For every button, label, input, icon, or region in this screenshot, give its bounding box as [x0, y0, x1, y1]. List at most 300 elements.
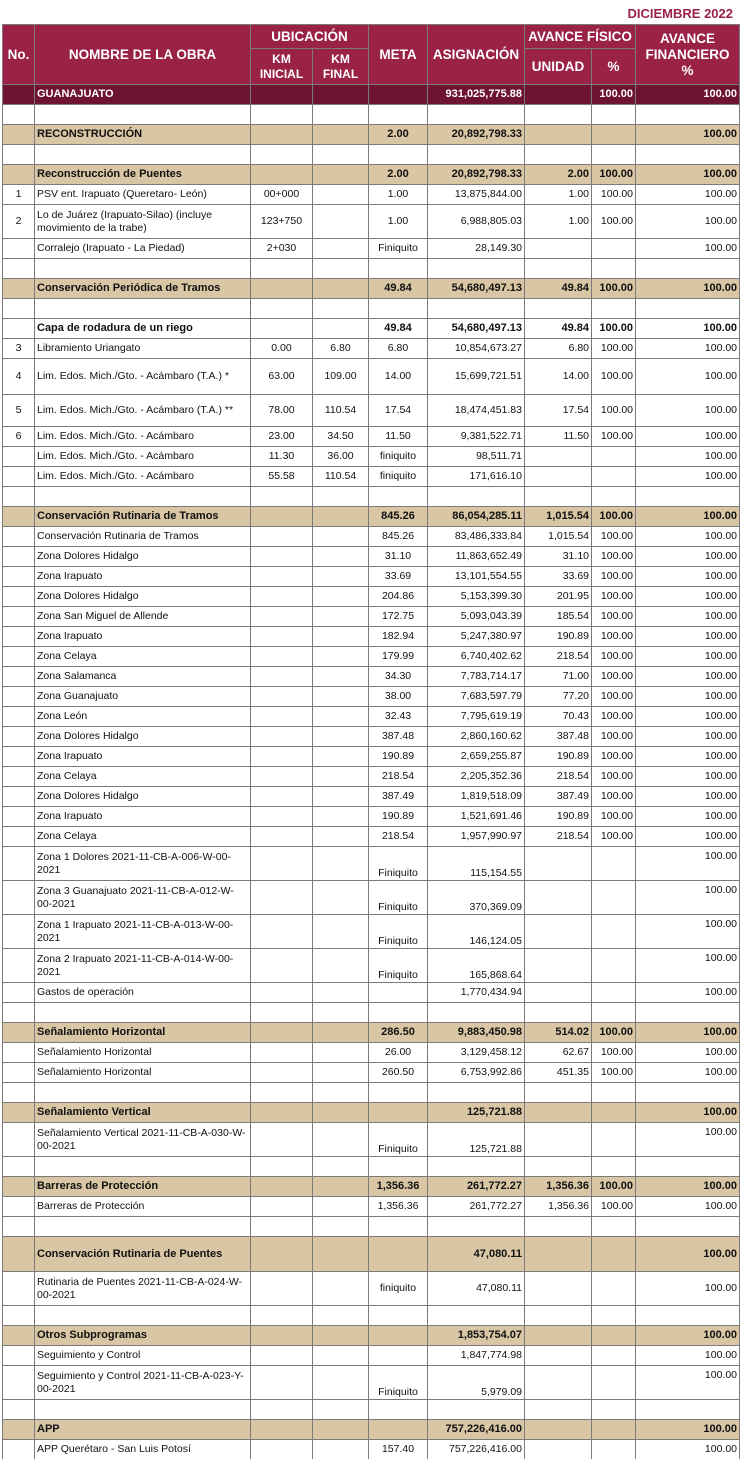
cell-asignacion — [428, 299, 525, 319]
cell-meta — [369, 1217, 428, 1237]
cell-name — [35, 1157, 251, 1177]
table-row — [3, 467, 740, 487]
cell-asignacion: 20,892,798.33 — [428, 165, 525, 185]
cell-avance-financiero: 100.00 — [636, 447, 740, 467]
cell-unidad: 31.10 — [525, 547, 592, 567]
cell-asignacion: 1,847,774.98 — [428, 1346, 525, 1366]
cell-pct: 100.00 — [592, 667, 636, 687]
cell-meta: 218.54 — [369, 767, 428, 787]
cell-no — [3, 1197, 35, 1217]
cell-asignacion: 7,683,597.79 — [428, 687, 525, 707]
cell-asignacion: 2,860,160.62 — [428, 727, 525, 747]
cell-name: Señalamiento Horizontal — [35, 1023, 251, 1043]
cell-pct: 100.00 — [592, 319, 636, 339]
cell-name: Zona 1 Dolores 2021-11-CB-A-006-W-00-2021 — [35, 847, 251, 881]
cell-pct: 100.00 — [592, 767, 636, 787]
cell-km-final — [313, 487, 369, 507]
cell-km-inicial — [251, 1003, 313, 1023]
cell-km-inicial: 55.58 — [251, 467, 313, 487]
cell-km-final — [313, 727, 369, 747]
cell-pct — [592, 1083, 636, 1103]
cell-km-inicial — [251, 881, 313, 915]
cell-unidad: 17.54 — [525, 395, 592, 427]
cell-pct: 100.00 — [592, 205, 636, 239]
cell-asignacion: 261,772.27 — [428, 1177, 525, 1197]
cell-pct: 100.00 — [592, 507, 636, 527]
cell-name: Zona Celaya — [35, 647, 251, 667]
cell-avance-financiero: 100.00 — [636, 807, 740, 827]
cell-no — [3, 1063, 35, 1083]
cell-meta: 182.94 — [369, 627, 428, 647]
cell-name — [35, 1083, 251, 1103]
cell-asignacion: 165,868.64 — [428, 949, 525, 983]
cell-km-inicial — [251, 547, 313, 567]
cell-no — [3, 1346, 35, 1366]
cell-avance-financiero — [636, 1306, 740, 1326]
cell-meta: 845.26 — [369, 507, 428, 527]
cell-asignacion — [428, 1003, 525, 1023]
cell-unidad: 201.95 — [525, 587, 592, 607]
cell-km-final — [313, 807, 369, 827]
table-row — [3, 787, 740, 807]
cell-no — [3, 727, 35, 747]
cell-km-inicial — [251, 1157, 313, 1177]
cell-meta: 1,356.36 — [369, 1197, 428, 1217]
table-row — [3, 185, 740, 205]
cell-name: Zona Celaya — [35, 827, 251, 847]
section-row — [3, 125, 740, 145]
cell-km-final — [313, 881, 369, 915]
cell-km-final — [313, 607, 369, 627]
report-date: DICIEMBRE 2022 — [627, 6, 733, 21]
cell-km-final — [313, 767, 369, 787]
cell-unidad — [525, 1346, 592, 1366]
cell-km-inicial — [251, 1366, 313, 1400]
cell-meta: 2.00 — [369, 125, 428, 145]
cell-asignacion: 11,863,652.49 — [428, 547, 525, 567]
cell-name: Capa de rodadura de un riego — [35, 319, 251, 339]
cell-km-inicial — [251, 567, 313, 587]
cell-avance-financiero: 100.00 — [636, 1063, 740, 1083]
cell-avance-financiero: 100.00 — [636, 1023, 740, 1043]
cell-no — [3, 983, 35, 1003]
cell-pct: 100.00 — [592, 567, 636, 587]
cell-km-final — [313, 983, 369, 1003]
cell-no — [3, 787, 35, 807]
cell-pct — [592, 1420, 636, 1440]
cell-pct: 100.00 — [592, 587, 636, 607]
cell-no — [3, 707, 35, 727]
cell-km-inicial: 00+000 — [251, 185, 313, 205]
cell-avance-financiero: 100.00 — [636, 727, 740, 747]
cell-pct: 100.00 — [592, 1177, 636, 1197]
cell-no — [3, 1217, 35, 1237]
cell-avance-financiero: 100.00 — [636, 205, 740, 239]
cell-no — [3, 827, 35, 847]
cell-km-inicial — [251, 1346, 313, 1366]
cell-km-inicial — [251, 727, 313, 747]
cell-no — [3, 647, 35, 667]
cell-meta — [369, 1420, 428, 1440]
cell-name: Conservación Rutinaria de Puentes — [35, 1237, 251, 1272]
cell-pct — [592, 1217, 636, 1237]
cell-asignacion: 146,124.05 — [428, 915, 525, 949]
cell-unidad: 11.50 — [525, 427, 592, 447]
cell-unidad — [525, 983, 592, 1003]
cell-asignacion — [428, 105, 525, 125]
cell-no: 6 — [3, 427, 35, 447]
cell-unidad — [525, 1217, 592, 1237]
cell-meta — [369, 1083, 428, 1103]
cell-no — [3, 1306, 35, 1326]
cell-asignacion: 54,680,497.13 — [428, 279, 525, 299]
cell-asignacion: 2,659,255.87 — [428, 747, 525, 767]
cell-avance-financiero: 100.00 — [636, 1272, 740, 1306]
cell-km-final — [313, 627, 369, 647]
header-avance-financiero: AVANCE FINANCIERO % — [636, 25, 740, 85]
cell-unidad: 218.54 — [525, 647, 592, 667]
cell-unidad: 1,015.54 — [525, 507, 592, 527]
cell-no — [3, 319, 35, 339]
cell-unidad — [525, 259, 592, 279]
cell-unidad: 387.48 — [525, 727, 592, 747]
cell-pct: 100.00 — [592, 1023, 636, 1043]
cell-unidad: 14.00 — [525, 359, 592, 395]
cell-name: Zona 1 Irapuato 2021-11-CB-A-013-W-00-2021 — [35, 915, 251, 949]
cell-km-inicial — [251, 319, 313, 339]
cell-name: Gastos de operación — [35, 983, 251, 1003]
cell-unidad — [525, 1237, 592, 1272]
cell-km-final — [313, 1123, 369, 1157]
cell-asignacion: 5,093,043.39 — [428, 607, 525, 627]
cell-meta: 387.49 — [369, 787, 428, 807]
cell-avance-financiero — [636, 299, 740, 319]
cell-avance-financiero: 100.00 — [636, 1420, 740, 1440]
cell-avance-financiero: 100.00 — [636, 527, 740, 547]
cell-asignacion: 1,819,518.09 — [428, 787, 525, 807]
cell-pct: 100.00 — [592, 627, 636, 647]
cell-name: Rutinaria de Puentes 2021-11-CB-A-024-W-00-2021 — [35, 1272, 251, 1306]
table-row — [3, 707, 740, 727]
table-row — [3, 1440, 740, 1459]
cell-name: Zona Dolores Hidalgo — [35, 727, 251, 747]
cell-km-final — [313, 587, 369, 607]
cell-pct: 100.00 — [592, 727, 636, 747]
cell-km-inicial — [251, 847, 313, 881]
cell-meta: 33.69 — [369, 567, 428, 587]
cell-pct: 100.00 — [592, 85, 636, 105]
cell-name: Zona Dolores Hidalgo — [35, 587, 251, 607]
cell-unidad: 185.54 — [525, 607, 592, 627]
cell-avance-financiero — [636, 259, 740, 279]
cell-pct: 100.00 — [592, 279, 636, 299]
table-row — [3, 983, 740, 1003]
table-row — [3, 527, 740, 547]
cell-no — [3, 1366, 35, 1400]
cell-meta: Finiquito — [369, 239, 428, 259]
cell-avance-financiero: 100.00 — [636, 467, 740, 487]
cell-name: Zona Irapuato — [35, 627, 251, 647]
table-row — [3, 339, 740, 359]
cell-asignacion: 10,854,673.27 — [428, 339, 525, 359]
cell-avance-financiero: 100.00 — [636, 949, 740, 983]
cell-unidad: 77.20 — [525, 687, 592, 707]
cell-meta: 17.54 — [369, 395, 428, 427]
cell-meta: 49.84 — [369, 319, 428, 339]
section-row — [3, 1023, 740, 1043]
cell-unidad — [525, 847, 592, 881]
cell-meta: finiquito — [369, 1272, 428, 1306]
cell-km-inicial — [251, 1306, 313, 1326]
cell-km-final — [313, 527, 369, 547]
cell-km-inicial — [251, 1063, 313, 1083]
cell-meta — [369, 1103, 428, 1123]
cell-no — [3, 125, 35, 145]
cell-km-final — [313, 299, 369, 319]
cell-no — [3, 587, 35, 607]
spacer-row — [3, 1217, 740, 1237]
header-no: No. — [3, 25, 35, 85]
total-row — [3, 85, 740, 105]
cell-name — [35, 299, 251, 319]
cell-meta: 190.89 — [369, 807, 428, 827]
cell-km-final — [313, 185, 369, 205]
cell-unidad — [525, 949, 592, 983]
cell-km-final — [313, 827, 369, 847]
cell-meta — [369, 1400, 428, 1420]
cell-unidad — [525, 145, 592, 165]
cell-km-final — [313, 1197, 369, 1217]
cell-km-final — [313, 85, 369, 105]
cell-asignacion: 115,154.55 — [428, 847, 525, 881]
section-row — [3, 165, 740, 185]
cell-pct: 100.00 — [592, 787, 636, 807]
cell-meta: 6.80 — [369, 339, 428, 359]
cell-name — [35, 1217, 251, 1237]
cell-avance-financiero: 100.00 — [636, 647, 740, 667]
cell-km-final — [313, 747, 369, 767]
cell-no: 5 — [3, 395, 35, 427]
cell-asignacion — [428, 1157, 525, 1177]
cell-no — [3, 1177, 35, 1197]
cell-asignacion — [428, 487, 525, 507]
cell-unidad: 1.00 — [525, 185, 592, 205]
cell-meta: 204.86 — [369, 587, 428, 607]
cell-asignacion: 20,892,798.33 — [428, 125, 525, 145]
cell-asignacion: 18,474,451.83 — [428, 395, 525, 427]
cell-pct: 100.00 — [592, 707, 636, 727]
cell-meta: 38.00 — [369, 687, 428, 707]
cell-avance-financiero: 100.00 — [636, 1346, 740, 1366]
section-row — [3, 507, 740, 527]
cell-pct — [592, 1103, 636, 1123]
cell-meta: finiquito — [369, 467, 428, 487]
cell-avance-financiero: 100.00 — [636, 607, 740, 627]
cell-meta: Finiquito — [369, 1123, 428, 1157]
cell-pct — [592, 467, 636, 487]
cell-avance-financiero — [636, 1400, 740, 1420]
cell-km-inicial: 0.00 — [251, 339, 313, 359]
table-row — [3, 319, 740, 339]
cell-name: Reconstrucción de Puentes — [35, 165, 251, 185]
cell-name: Zona Irapuato — [35, 567, 251, 587]
header-meta: META — [369, 25, 428, 85]
cell-no — [3, 547, 35, 567]
table-row — [3, 727, 740, 747]
cell-meta — [369, 259, 428, 279]
cell-km-inicial — [251, 687, 313, 707]
cell-name: Zona Salamanca — [35, 667, 251, 687]
cell-asignacion: 1,770,434.94 — [428, 983, 525, 1003]
cell-avance-financiero — [636, 105, 740, 125]
cell-km-final — [313, 1237, 369, 1272]
section-row — [3, 1237, 740, 1272]
cell-km-final — [313, 1003, 369, 1023]
cell-no: 1 — [3, 185, 35, 205]
cell-unidad — [525, 1123, 592, 1157]
cell-no — [3, 687, 35, 707]
cell-no — [3, 915, 35, 949]
cell-unidad — [525, 1003, 592, 1023]
cell-km-inicial — [251, 105, 313, 125]
cell-no — [3, 447, 35, 467]
table-row — [3, 395, 740, 427]
cell-meta: 179.99 — [369, 647, 428, 667]
cell-km-inicial — [251, 527, 313, 547]
cell-name: PSV ent. Irapuato (Queretaro- León) — [35, 185, 251, 205]
cell-avance-financiero — [636, 1217, 740, 1237]
cell-km-inicial — [251, 1177, 313, 1197]
table-row — [3, 827, 740, 847]
cell-km-inicial: 23.00 — [251, 427, 313, 447]
cell-unidad: 1,356.36 — [525, 1177, 592, 1197]
cell-asignacion — [428, 1306, 525, 1326]
header-avance-fisico: AVANCE FÍSICO — [525, 25, 636, 49]
cell-asignacion: 54,680,497.13 — [428, 319, 525, 339]
cell-unidad: 62.67 — [525, 1043, 592, 1063]
cell-avance-financiero: 100.00 — [636, 667, 740, 687]
cell-asignacion: 931,025,775.88 — [428, 85, 525, 105]
cell-pct — [592, 1237, 636, 1272]
cell-km-inicial — [251, 607, 313, 627]
cell-name: Conservación Periódica de Tramos — [35, 279, 251, 299]
cell-avance-financiero: 100.00 — [636, 1197, 740, 1217]
cell-meta: 157.40 — [369, 1440, 428, 1459]
cell-avance-financiero: 100.00 — [636, 427, 740, 447]
cell-km-final — [313, 1083, 369, 1103]
cell-km-final — [313, 1023, 369, 1043]
cell-avance-financiero: 100.00 — [636, 1440, 740, 1459]
cell-no — [3, 507, 35, 527]
cell-asignacion: 9,381,522.71 — [428, 427, 525, 447]
cell-km-final: 110.54 — [313, 467, 369, 487]
cell-km-inicial — [251, 747, 313, 767]
cell-km-inicial: 2+030 — [251, 239, 313, 259]
cell-unidad: 218.54 — [525, 767, 592, 787]
cell-pct — [592, 1123, 636, 1157]
cell-avance-financiero — [636, 145, 740, 165]
cell-avance-financiero: 100.00 — [636, 507, 740, 527]
cell-km-final — [313, 1157, 369, 1177]
cell-name: GUANAJUATO — [35, 85, 251, 105]
cell-avance-financiero: 100.00 — [636, 587, 740, 607]
cell-avance-financiero: 100.00 — [636, 881, 740, 915]
cell-name: Señalamiento Vertical 2021-11-CB-A-030-W-00-2021 — [35, 1123, 251, 1157]
cell-name: APP — [35, 1420, 251, 1440]
cell-no — [3, 847, 35, 881]
cell-asignacion: 47,080.11 — [428, 1237, 525, 1272]
cell-asignacion: 5,247,380.97 — [428, 627, 525, 647]
cell-unidad: 514.02 — [525, 1023, 592, 1043]
cell-no — [3, 467, 35, 487]
cell-unidad: 1,015.54 — [525, 527, 592, 547]
cell-meta: finiquito — [369, 447, 428, 467]
cell-km-inicial — [251, 1023, 313, 1043]
cell-no — [3, 747, 35, 767]
spacer-row — [3, 259, 740, 279]
cell-unidad: 218.54 — [525, 827, 592, 847]
cell-name: Zona Irapuato — [35, 747, 251, 767]
cell-km-final — [313, 687, 369, 707]
cell-unidad — [525, 85, 592, 105]
cell-name — [35, 105, 251, 125]
cell-unidad: 71.00 — [525, 667, 592, 687]
cell-asignacion — [428, 145, 525, 165]
cell-avance-financiero: 100.00 — [636, 827, 740, 847]
cell-km-final — [313, 1272, 369, 1306]
cell-meta: 14.00 — [369, 359, 428, 395]
cell-unidad — [525, 1400, 592, 1420]
cell-meta — [369, 487, 428, 507]
cell-unidad: 451.35 — [525, 1063, 592, 1083]
cell-avance-financiero: 100.00 — [636, 395, 740, 427]
cell-asignacion: 261,772.27 — [428, 1197, 525, 1217]
cell-km-final — [313, 547, 369, 567]
cell-pct: 100.00 — [592, 647, 636, 667]
cell-name: Barreras de Protección — [35, 1197, 251, 1217]
cell-km-inicial — [251, 1123, 313, 1157]
table-row — [3, 1197, 740, 1217]
cell-pct: 100.00 — [592, 607, 636, 627]
cell-asignacion: 13,101,554.55 — [428, 567, 525, 587]
cell-avance-financiero: 100.00 — [636, 547, 740, 567]
table-row — [3, 767, 740, 787]
cell-unidad: 190.89 — [525, 627, 592, 647]
cell-pct — [592, 1306, 636, 1326]
cell-pct: 100.00 — [592, 339, 636, 359]
cell-avance-financiero: 100.00 — [636, 1326, 740, 1346]
table-row — [3, 687, 740, 707]
cell-km-final — [313, 145, 369, 165]
cell-name: Señalamiento Horizontal — [35, 1063, 251, 1083]
cell-name: Zona León — [35, 707, 251, 727]
cell-name — [35, 1306, 251, 1326]
section-row — [3, 1420, 740, 1440]
cell-meta: 1.00 — [369, 205, 428, 239]
cell-km-inicial — [251, 627, 313, 647]
cell-km-inicial — [251, 1272, 313, 1306]
table-row — [3, 1063, 740, 1083]
cell-name — [35, 145, 251, 165]
cell-name: Señalamiento Horizontal — [35, 1043, 251, 1063]
cell-asignacion — [428, 259, 525, 279]
cell-asignacion: 6,988,805.03 — [428, 205, 525, 239]
cell-pct — [592, 447, 636, 467]
cell-meta: 1.00 — [369, 185, 428, 205]
cell-meta: 11.50 — [369, 427, 428, 447]
cell-avance-financiero: 100.00 — [636, 1043, 740, 1063]
cell-no — [3, 767, 35, 787]
